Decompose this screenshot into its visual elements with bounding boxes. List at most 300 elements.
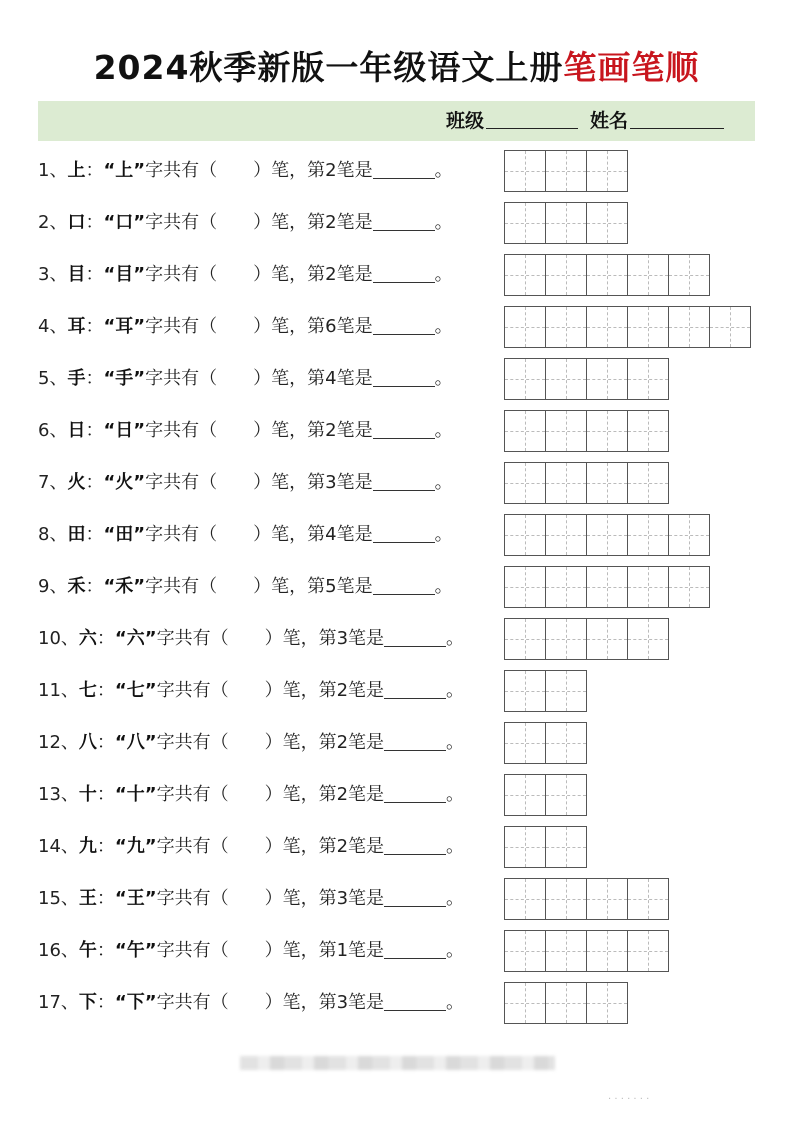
colon: ： xyxy=(96,836,115,857)
question-number: 5、 xyxy=(38,368,68,389)
colon: ： xyxy=(96,732,115,753)
writing-grid xyxy=(504,618,669,660)
question-end: 。 xyxy=(434,264,453,285)
question-after: 笔是 xyxy=(336,264,373,285)
writing-cell[interactable] xyxy=(505,827,546,867)
question-row xyxy=(38,826,758,868)
question-text xyxy=(38,410,453,452)
answer-blank[interactable] xyxy=(384,988,446,1011)
quote-close: ” xyxy=(144,940,157,961)
question-text xyxy=(38,878,464,920)
answer-blank[interactable] xyxy=(373,208,435,231)
question-middle: 字共有（ ）笔，第 xyxy=(156,628,337,649)
writing-cell[interactable] xyxy=(587,411,628,451)
writing-grid xyxy=(504,410,669,452)
quote-open: “ xyxy=(103,264,116,285)
writing-grid xyxy=(504,930,669,972)
question-text xyxy=(38,150,453,192)
question-number: 15、 xyxy=(38,888,79,909)
answer-blank[interactable] xyxy=(384,884,446,907)
question-row xyxy=(38,254,758,296)
writing-cell[interactable] xyxy=(505,203,546,243)
colon: ： xyxy=(96,628,115,649)
answer-blank[interactable] xyxy=(384,780,446,803)
quote-close: ” xyxy=(133,472,146,493)
quote-open: “ xyxy=(114,992,127,1013)
writing-cell[interactable] xyxy=(546,619,587,659)
stroke-number: 3 xyxy=(336,628,349,649)
writing-cell[interactable] xyxy=(628,255,669,295)
question-char: 午 xyxy=(78,940,97,961)
colon: ： xyxy=(85,420,104,441)
colon: ： xyxy=(96,992,115,1013)
question-end: 。 xyxy=(446,888,465,909)
question-row xyxy=(38,514,758,556)
quote-open: “ xyxy=(103,160,116,181)
quoted-char: 王 xyxy=(126,888,145,909)
quote-close: ” xyxy=(144,784,157,805)
colon: ： xyxy=(85,576,104,597)
writing-cell[interactable] xyxy=(546,723,587,763)
writing-cell[interactable] xyxy=(628,931,669,971)
writing-cell[interactable] xyxy=(546,983,587,1023)
question-row xyxy=(38,150,758,192)
writing-cell[interactable] xyxy=(587,463,628,503)
writing-cell[interactable] xyxy=(546,359,587,399)
student-info-bar xyxy=(38,101,755,141)
question-row xyxy=(38,670,758,712)
question-row xyxy=(38,722,758,764)
writing-cell[interactable] xyxy=(628,411,669,451)
quote-close: ” xyxy=(133,160,146,181)
writing-cell[interactable] xyxy=(669,515,710,555)
writing-cell[interactable] xyxy=(628,567,669,607)
answer-blank[interactable] xyxy=(373,260,435,283)
colon: ： xyxy=(96,784,115,805)
question-middle: 字共有（ ）笔，第 xyxy=(145,212,326,233)
writing-cell[interactable] xyxy=(546,463,587,503)
question-number: 9、 xyxy=(38,576,68,597)
quoted-char: 目 xyxy=(115,264,134,285)
question-text xyxy=(38,306,453,348)
question-char: 目 xyxy=(67,264,86,285)
quote-open: “ xyxy=(103,524,116,545)
quoted-char: 午 xyxy=(126,940,145,961)
question-number: 3、 xyxy=(38,264,68,285)
writing-cell[interactable] xyxy=(546,827,587,867)
question-after: 笔是 xyxy=(348,732,385,753)
quoted-char: 田 xyxy=(115,524,134,545)
writing-cell[interactable] xyxy=(587,879,628,919)
question-middle: 字共有（ ）笔，第 xyxy=(156,940,337,961)
question-number: 7、 xyxy=(38,472,68,493)
question-middle: 字共有（ ）笔，第 xyxy=(145,368,326,389)
colon: ： xyxy=(85,316,104,337)
question-middle: 字共有（ ）笔，第 xyxy=(156,784,337,805)
question-row xyxy=(38,982,758,1024)
question-after: 笔是 xyxy=(336,524,373,545)
page-title xyxy=(0,46,793,90)
writing-grid xyxy=(504,722,587,764)
answer-blank[interactable] xyxy=(373,156,435,179)
question-row xyxy=(38,618,758,660)
question-char: 耳 xyxy=(67,316,86,337)
question-middle: 字共有（ ）笔，第 xyxy=(145,160,326,181)
writing-cell[interactable] xyxy=(628,307,669,347)
question-middle: 字共有（ ）笔，第 xyxy=(156,888,337,909)
quote-close: ” xyxy=(133,420,146,441)
quoted-char: 手 xyxy=(115,368,134,389)
writing-grid xyxy=(504,462,669,504)
writing-cell[interactable] xyxy=(587,515,628,555)
writing-cell[interactable] xyxy=(546,931,587,971)
writing-cell[interactable] xyxy=(669,307,710,347)
question-end: 。 xyxy=(434,576,453,597)
question-char: 禾 xyxy=(67,576,86,597)
quote-close: ” xyxy=(144,628,157,649)
quote-close: ” xyxy=(133,212,146,233)
question-row xyxy=(38,774,758,816)
quoted-char: 口 xyxy=(115,212,134,233)
question-number: 17、 xyxy=(38,992,79,1013)
writing-grid xyxy=(504,826,587,868)
writing-cell[interactable] xyxy=(505,515,546,555)
stroke-number: 1 xyxy=(336,940,349,961)
class-field xyxy=(446,101,578,141)
quote-open: “ xyxy=(114,836,127,857)
title-main: 2024秋季新版一年级语文上册 xyxy=(93,48,564,87)
answer-blank[interactable] xyxy=(373,364,435,387)
quote-open: “ xyxy=(103,576,116,597)
quote-close: ” xyxy=(133,368,146,389)
question-char: 手 xyxy=(67,368,86,389)
colon: ： xyxy=(96,940,115,961)
writing-cell[interactable] xyxy=(710,307,751,347)
colon: ： xyxy=(85,160,104,181)
writing-cell[interactable] xyxy=(587,151,628,191)
quote-open: “ xyxy=(103,420,116,441)
question-number: 14、 xyxy=(38,836,79,857)
question-after: 笔是 xyxy=(336,420,373,441)
writing-cell[interactable] xyxy=(505,151,546,191)
stroke-number: 2 xyxy=(336,836,349,857)
question-char: 田 xyxy=(67,524,86,545)
question-text xyxy=(38,618,464,660)
stroke-number: 3 xyxy=(325,472,337,493)
stroke-number: 2 xyxy=(325,264,337,285)
question-text xyxy=(38,670,464,712)
question-text xyxy=(38,982,464,1024)
question-after: 笔是 xyxy=(348,992,385,1013)
question-end: 。 xyxy=(446,628,465,649)
writing-cell[interactable] xyxy=(546,879,587,919)
question-text xyxy=(38,254,453,296)
name-label: 姓名 xyxy=(590,110,629,132)
question-middle: 字共有（ ）笔，第 xyxy=(145,264,326,285)
writing-cell[interactable] xyxy=(505,983,546,1023)
answer-blank[interactable] xyxy=(384,624,446,647)
question-row xyxy=(38,202,758,244)
quote-open: “ xyxy=(114,628,127,649)
writing-cell[interactable] xyxy=(546,151,587,191)
answer-blank[interactable] xyxy=(373,572,435,595)
quote-close: ” xyxy=(144,992,157,1013)
question-number: 16、 xyxy=(38,940,79,961)
writing-grid xyxy=(504,150,628,192)
quote-open: “ xyxy=(114,888,127,909)
answer-blank[interactable] xyxy=(373,416,435,439)
question-after: 笔是 xyxy=(348,940,385,961)
question-row xyxy=(38,410,758,452)
quoted-char: 日 xyxy=(115,420,134,441)
question-middle: 字共有（ ）笔，第 xyxy=(145,576,326,597)
question-number: 2、 xyxy=(38,212,68,233)
quote-close: ” xyxy=(133,316,146,337)
writing-grid xyxy=(504,774,587,816)
writing-cell[interactable] xyxy=(505,931,546,971)
question-middle: 字共有（ ）笔，第 xyxy=(156,680,337,701)
quote-open: “ xyxy=(114,784,127,805)
writing-grid xyxy=(504,514,710,556)
quote-open: “ xyxy=(103,316,116,337)
quoted-char: 禾 xyxy=(115,576,134,597)
question-middle: 字共有（ ）笔，第 xyxy=(156,732,337,753)
stroke-number: 6 xyxy=(325,316,337,337)
writing-grid xyxy=(504,358,669,400)
question-row xyxy=(38,358,758,400)
writing-cell[interactable] xyxy=(587,359,628,399)
title-highlight: 笔画笔顺 xyxy=(563,48,700,87)
answer-blank[interactable] xyxy=(384,728,446,751)
writing-cell[interactable] xyxy=(587,619,628,659)
writing-cell[interactable] xyxy=(628,463,669,503)
writing-cell[interactable] xyxy=(628,879,669,919)
writing-cell[interactable] xyxy=(669,567,710,607)
question-middle: 字共有（ ）笔，第 xyxy=(145,472,326,493)
writing-cell[interactable] xyxy=(587,931,628,971)
question-row xyxy=(38,306,758,348)
question-char: 七 xyxy=(78,680,97,701)
question-char: 上 xyxy=(67,160,86,181)
question-row xyxy=(38,878,758,920)
question-text xyxy=(38,202,453,244)
quote-open: “ xyxy=(103,368,116,389)
watermark-graphic: · · · · · · · xyxy=(608,1094,650,1105)
quoted-char: 九 xyxy=(126,836,145,857)
quote-open: “ xyxy=(103,212,116,233)
quoted-char: 上 xyxy=(115,160,134,181)
colon: ： xyxy=(96,680,115,701)
question-end: 。 xyxy=(446,784,465,805)
name-field xyxy=(590,101,724,141)
colon: ： xyxy=(85,524,104,545)
quote-open: “ xyxy=(103,472,116,493)
question-char: 八 xyxy=(78,732,97,753)
colon: ： xyxy=(85,264,104,285)
question-end: 。 xyxy=(434,420,453,441)
question-number: 8、 xyxy=(38,524,68,545)
answer-blank[interactable] xyxy=(373,468,435,491)
quoted-char: 十 xyxy=(126,784,145,805)
stroke-number: 3 xyxy=(336,888,349,909)
stroke-number: 2 xyxy=(325,160,337,181)
question-number: 10、 xyxy=(38,628,79,649)
question-char: 十 xyxy=(78,784,97,805)
question-number: 12、 xyxy=(38,732,79,753)
quoted-char: 火 xyxy=(115,472,134,493)
writing-cell[interactable] xyxy=(546,515,587,555)
question-char: 火 xyxy=(67,472,86,493)
question-number: 11、 xyxy=(38,680,79,701)
stroke-number: 2 xyxy=(325,420,337,441)
writing-cell[interactable] xyxy=(546,775,587,815)
question-number: 4、 xyxy=(38,316,68,337)
writing-cell[interactable] xyxy=(505,463,546,503)
question-text xyxy=(38,566,453,608)
writing-cell[interactable] xyxy=(587,567,628,607)
question-after: 笔是 xyxy=(348,784,385,805)
writing-cell[interactable] xyxy=(505,567,546,607)
question-middle: 字共有（ ）笔，第 xyxy=(145,316,326,337)
answer-blank[interactable] xyxy=(384,676,446,699)
question-text xyxy=(38,930,464,972)
writing-cell[interactable] xyxy=(587,983,628,1023)
question-end: 。 xyxy=(446,680,465,701)
question-row xyxy=(38,462,758,504)
colon: ： xyxy=(96,888,115,909)
stroke-number: 4 xyxy=(325,368,337,389)
question-text xyxy=(38,462,453,504)
stroke-number: 2 xyxy=(325,212,337,233)
quote-close: ” xyxy=(144,836,157,857)
writing-grid xyxy=(504,202,628,244)
question-text xyxy=(38,358,453,400)
colon: ： xyxy=(85,472,104,493)
answer-blank[interactable] xyxy=(384,832,446,855)
question-end: 。 xyxy=(434,472,453,493)
question-end: 。 xyxy=(434,212,453,233)
question-char: 九 xyxy=(78,836,97,857)
quoted-char: 八 xyxy=(126,732,145,753)
quoted-char: 六 xyxy=(126,628,145,649)
question-end: 。 xyxy=(446,732,465,753)
quoted-char: 七 xyxy=(126,680,145,701)
writing-cell[interactable] xyxy=(546,567,587,607)
question-middle: 字共有（ ）笔，第 xyxy=(145,524,326,545)
quote-open: “ xyxy=(114,732,127,753)
question-char: 王 xyxy=(78,888,97,909)
quote-open: “ xyxy=(114,940,127,961)
question-after: 笔是 xyxy=(336,212,373,233)
stroke-number: 5 xyxy=(325,576,337,597)
question-middle: 字共有（ ）笔，第 xyxy=(145,420,326,441)
question-end: 。 xyxy=(446,992,465,1013)
quote-close: ” xyxy=(133,264,146,285)
writing-cell[interactable] xyxy=(628,515,669,555)
writing-cell[interactable] xyxy=(505,359,546,399)
question-row xyxy=(38,930,758,972)
question-text xyxy=(38,722,464,764)
question-row xyxy=(38,566,758,608)
stroke-number: 2 xyxy=(336,784,349,805)
question-after: 笔是 xyxy=(336,576,373,597)
question-number: 13、 xyxy=(38,784,79,805)
writing-cell[interactable] xyxy=(587,255,628,295)
question-text xyxy=(38,774,464,816)
question-middle: 字共有（ ）笔，第 xyxy=(156,992,337,1013)
writing-cell[interactable] xyxy=(505,723,546,763)
writing-cell[interactable] xyxy=(628,619,669,659)
question-text xyxy=(38,514,453,556)
writing-cell[interactable] xyxy=(505,619,546,659)
quote-close: ” xyxy=(144,732,157,753)
stroke-number: 2 xyxy=(336,732,349,753)
writing-cell[interactable] xyxy=(505,307,546,347)
question-end: 。 xyxy=(446,940,465,961)
question-after: 笔是 xyxy=(348,680,385,701)
question-number: 6、 xyxy=(38,420,68,441)
class-input-line[interactable] xyxy=(486,104,578,129)
name-input-line[interactable] xyxy=(630,104,724,129)
question-char: 口 xyxy=(67,212,86,233)
question-after: 笔是 xyxy=(348,888,385,909)
writing-cell[interactable] xyxy=(505,255,546,295)
question-number: 1、 xyxy=(38,160,68,181)
quote-close: ” xyxy=(144,680,157,701)
answer-blank[interactable] xyxy=(384,936,446,959)
writing-cell[interactable] xyxy=(546,411,587,451)
blurred-footer-text xyxy=(240,1056,555,1070)
quote-open: “ xyxy=(114,680,127,701)
question-char: 下 xyxy=(78,992,97,1013)
class-label: 班级 xyxy=(446,110,485,132)
writing-cell[interactable] xyxy=(628,359,669,399)
quote-close: ” xyxy=(144,888,157,909)
writing-grid xyxy=(504,982,628,1024)
question-middle: 字共有（ ）笔，第 xyxy=(156,836,337,857)
writing-cell[interactable] xyxy=(546,255,587,295)
question-char: 六 xyxy=(78,628,97,649)
writing-cell[interactable] xyxy=(546,671,587,711)
writing-cell[interactable] xyxy=(505,671,546,711)
question-end: 。 xyxy=(434,160,453,181)
writing-grid xyxy=(504,306,751,348)
writing-cell[interactable] xyxy=(505,775,546,815)
question-after: 笔是 xyxy=(336,368,373,389)
quote-close: ” xyxy=(133,576,146,597)
stroke-number: 4 xyxy=(325,524,337,545)
question-after: 笔是 xyxy=(336,316,373,337)
writing-cell[interactable] xyxy=(587,307,628,347)
question-after: 笔是 xyxy=(348,836,385,857)
question-text xyxy=(38,826,464,868)
writing-cell[interactable] xyxy=(505,411,546,451)
question-after: 笔是 xyxy=(348,628,385,649)
writing-grid xyxy=(504,878,669,920)
colon: ： xyxy=(85,212,104,233)
answer-blank[interactable] xyxy=(373,312,435,335)
answer-blank[interactable] xyxy=(373,520,435,543)
writing-grid xyxy=(504,566,710,608)
writing-cell[interactable] xyxy=(546,203,587,243)
writing-cell[interactable] xyxy=(669,255,710,295)
writing-cell[interactable] xyxy=(587,203,628,243)
question-end: 。 xyxy=(434,368,453,389)
writing-cell[interactable] xyxy=(546,307,587,347)
question-end: 。 xyxy=(434,316,453,337)
writing-cell[interactable] xyxy=(505,879,546,919)
question-end: 。 xyxy=(446,836,465,857)
